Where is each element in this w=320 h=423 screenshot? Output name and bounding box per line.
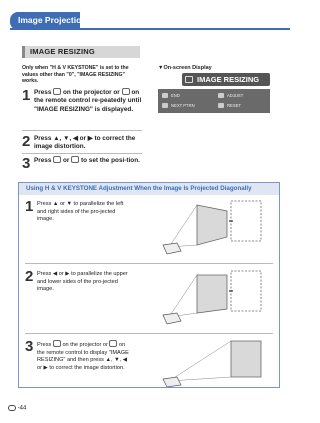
step-divider <box>25 333 273 334</box>
page-title: Image Projection <box>18 15 87 25</box>
step-text-pre: Press <box>34 89 52 97</box>
step-text-post: to set the posi-tion. <box>80 157 140 165</box>
step-text <box>37 341 129 372</box>
step-3 <box>22 156 142 176</box>
page-header <box>10 12 290 30</box>
step-1 <box>22 88 142 128</box>
osd-label: ▼On-screen Display <box>158 65 212 71</box>
step-number: 1 <box>25 198 34 215</box>
step-text <box>34 89 142 114</box>
step-text-mid: on the projector or <box>62 341 108 348</box>
diagonal-figure-3 <box>161 337 273 387</box>
step-text-pre: Press <box>37 341 52 348</box>
diagonal-step-1 <box>25 199 135 239</box>
osd-end: END <box>171 93 180 98</box>
step-number: 2 <box>22 133 31 150</box>
page-badge-icon <box>8 405 16 411</box>
diagonal-step-3 <box>25 339 135 385</box>
step-divider <box>22 153 142 154</box>
step-number: 2 <box>25 268 34 285</box>
section-heading <box>22 46 140 58</box>
remote-keystone-button-icon <box>122 88 130 95</box>
step-text-pre: Press <box>34 157 52 165</box>
step-number: 1 <box>22 87 31 104</box>
reset-icon <box>218 103 224 108</box>
step-divider <box>25 263 273 264</box>
diagonal-figure-1 <box>161 197 273 259</box>
step-text-post2: on the remote control re-peatedly until "IMAGE RESIZING" is displayed. <box>34 89 142 113</box>
step-text: Press ▲, ▼, ◀ or ▶ to correct the image distortion. <box>34 135 136 151</box>
intro-note: Only when "H & V KEYSTONE" is set to the values other than "0", "IMAGE RESIZING" works. <box>22 65 129 85</box>
enter-button-icon <box>53 156 61 163</box>
diagonal-box-title: Using H & V KEYSTONE Adjustment When the Image Is Projected Diagonally <box>26 185 252 192</box>
osd-title: IMAGE RESIZING <box>197 75 260 84</box>
keystone-button-icon <box>53 340 61 347</box>
keystone-button-icon <box>53 88 61 95</box>
adjust-icon <box>218 93 224 98</box>
osd-next-ptrn: NEXT PTRN <box>171 103 195 108</box>
page-number <box>8 405 26 412</box>
step-number: 3 <box>25 338 34 355</box>
step-number: 3 <box>22 155 31 172</box>
diagonal-step-2 <box>25 269 135 309</box>
osd-reset: RESET <box>227 103 241 108</box>
diagonal-box-header <box>19 183 279 195</box>
resize-icon <box>185 76 193 83</box>
step-text-mid: or <box>62 157 70 165</box>
step-text-post: on the remote control to display "IMAGE RESIZING" and then press ▲, ▼, ◀ or ▶ to correct the image distortion. <box>37 341 129 371</box>
end-icon <box>162 93 168 98</box>
osd-menu <box>158 89 270 113</box>
diagonal-keystone-box <box>18 182 280 388</box>
osd-title-bar <box>182 73 270 86</box>
header-rule <box>10 28 290 30</box>
step-2 <box>22 134 142 154</box>
next-pattern-icon <box>162 103 168 108</box>
remote-keystone-button-icon <box>71 156 79 163</box>
diagonal-figure-2 <box>161 267 273 329</box>
remote-keystone-button-icon <box>109 340 117 347</box>
page-number-text: -44 <box>17 405 27 412</box>
section-title: IMAGE RESIZING <box>30 47 95 56</box>
step-text <box>34 157 142 165</box>
step-text-post: on the projector or <box>62 89 120 97</box>
step-text: Press ▲ or ▼ to parallelize the left and right sides of the pro-jected image. <box>37 201 124 223</box>
osd-adjust: ADJUST <box>227 93 244 98</box>
step-divider <box>22 130 142 131</box>
step-text: Press ◀ or ▶ to parallelize the upper and lower sides of the pro-jected image. <box>37 271 128 293</box>
